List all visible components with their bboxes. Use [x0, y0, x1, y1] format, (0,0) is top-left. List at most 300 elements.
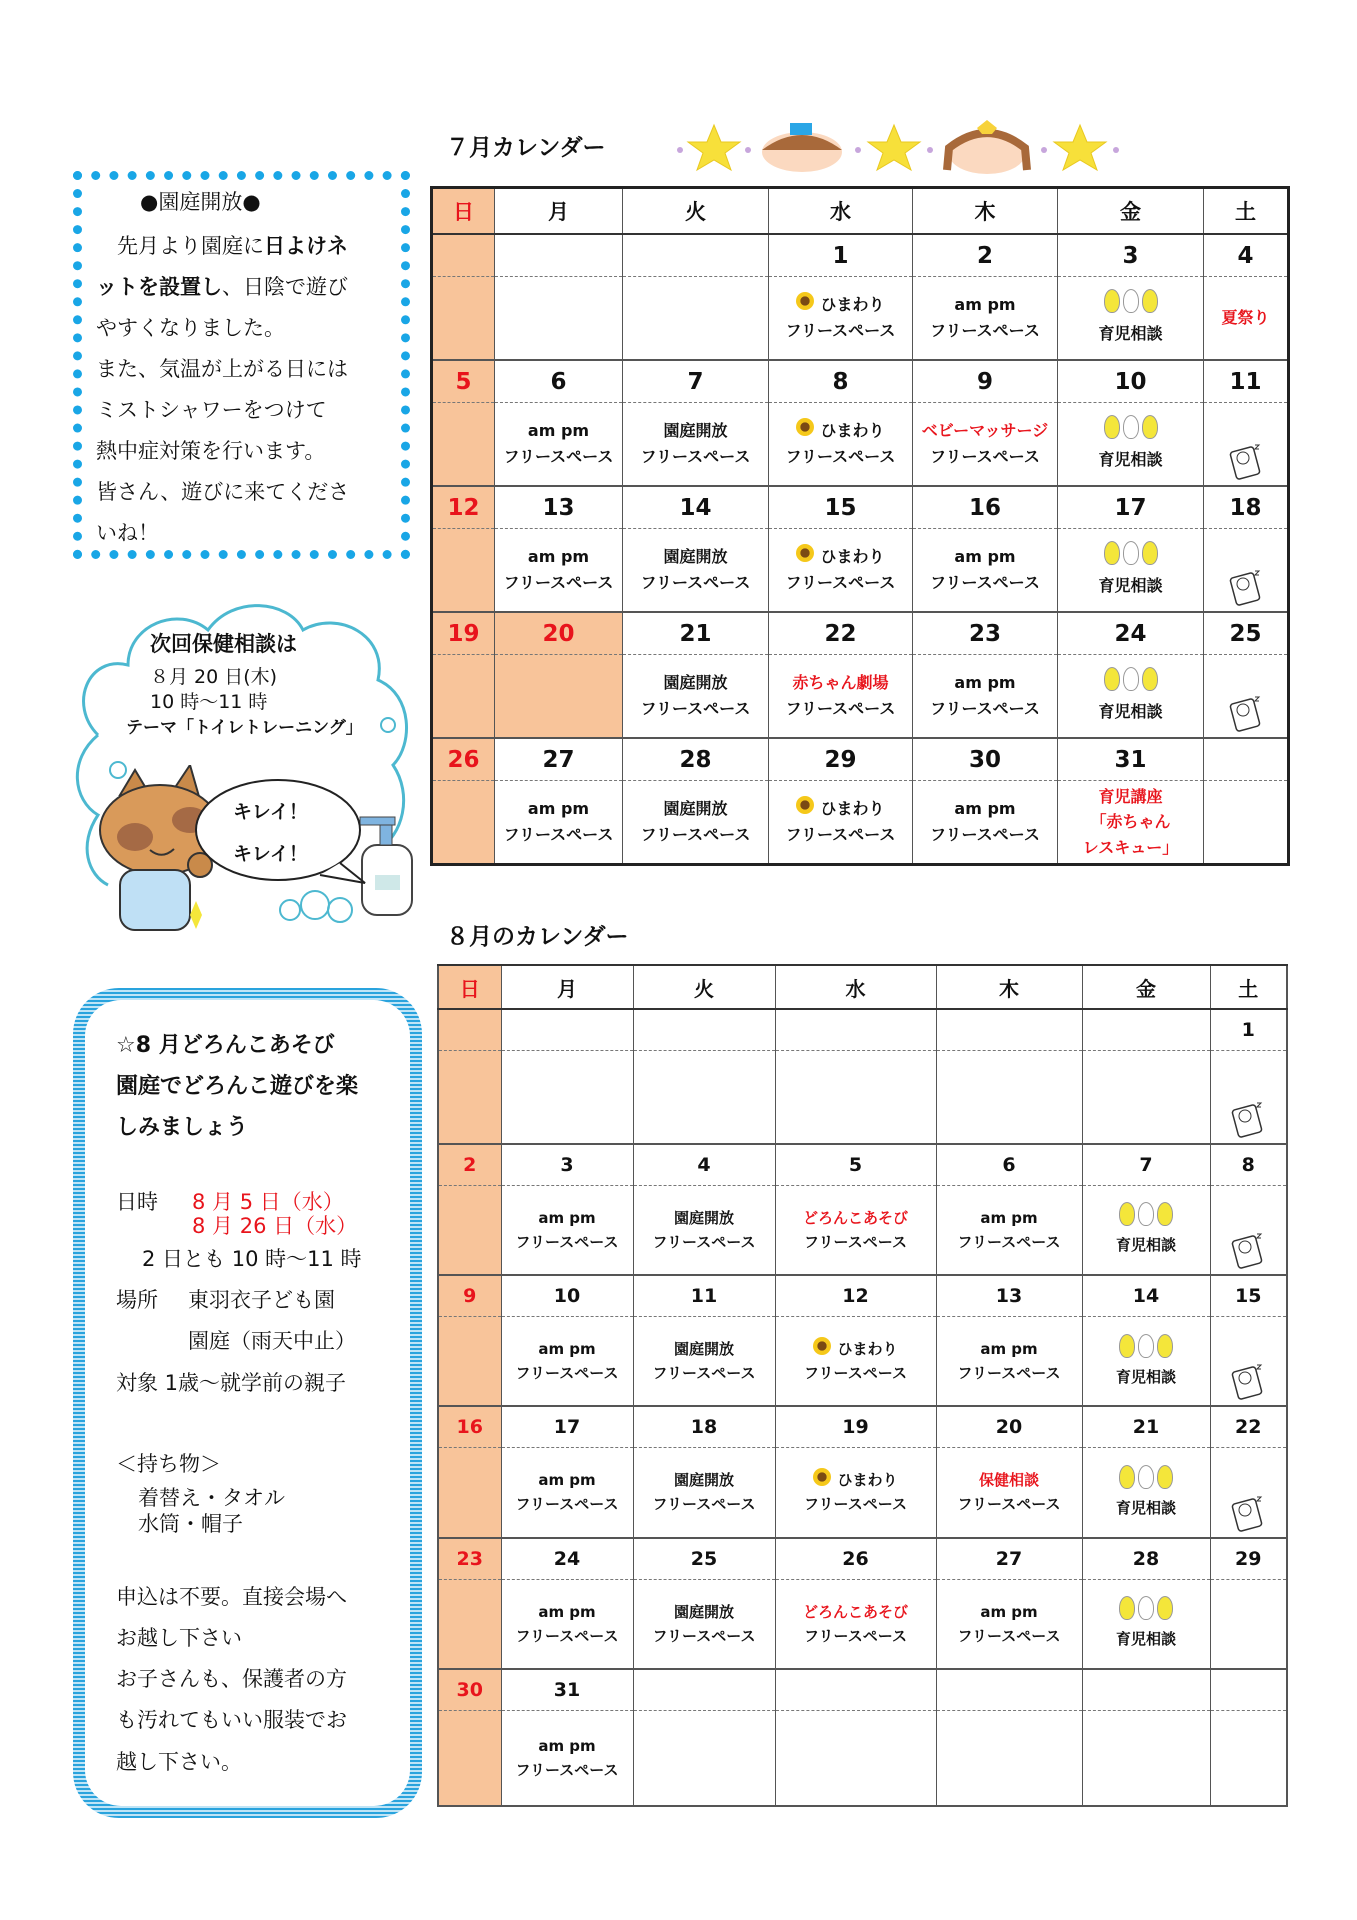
event-sublabel: フリースペース	[515, 1626, 619, 1645]
event-sublabel: フリースペース	[503, 447, 614, 466]
weekday-header: 火	[623, 188, 769, 235]
notice-line	[96, 394, 327, 424]
sleeping-baby-icon	[1231, 1519, 1265, 1537]
day-number-cell	[633, 1406, 775, 1448]
icon-line	[1083, 1334, 1210, 1365]
day-number: 16	[968, 494, 1001, 521]
day-content-cell	[1058, 403, 1204, 487]
event-line	[776, 1337, 936, 1361]
doronko-note-3: お子さんも、保護者の方	[116, 1667, 347, 1691]
doronko-note-1: 申込は不要。直接会場へ	[116, 1585, 347, 1609]
day-number-cell	[1058, 486, 1204, 529]
speech-bubble	[190, 775, 370, 890]
doronko-note-2: お越し下さい	[116, 1626, 242, 1650]
day-number: 4	[697, 1153, 711, 1176]
event-sublabel: フリースペース	[957, 1232, 1061, 1251]
event-sublabel: フリースペース	[652, 1364, 756, 1382]
day-content-cell	[495, 529, 623, 613]
day-number-cell	[432, 612, 495, 655]
event-sublabel: フリースペース	[804, 1626, 907, 1645]
chick-icon	[1138, 1334, 1154, 1358]
event-sublabel: フリースペース	[785, 321, 896, 340]
day-content-cell	[432, 277, 495, 361]
health-theme: テーマ「トイレトレーニング」	[126, 718, 363, 738]
event-sublabel: フリースペース	[785, 447, 896, 466]
chick-icon	[1138, 1596, 1154, 1620]
day-content-cell	[501, 1185, 633, 1275]
event-label: 園庭開放	[663, 421, 728, 441]
day-number-cell	[1082, 1144, 1210, 1186]
day-number-cell	[936, 1406, 1082, 1448]
day-number-cell	[913, 738, 1058, 781]
doronko-target: 対象 1歳～就学前の親子	[116, 1371, 347, 1395]
day-content-cell	[913, 655, 1058, 739]
weekday-header: 日	[438, 965, 501, 1009]
weekday-header: 土	[1210, 965, 1287, 1009]
day-content-cell	[1204, 781, 1289, 865]
event-label: ベビーマッサージ	[921, 421, 1049, 441]
day-number: 30	[968, 746, 1001, 773]
day-number-cell	[936, 1009, 1082, 1051]
day-number-cell	[501, 1144, 633, 1186]
weekday-header: 火	[633, 965, 775, 1009]
day-content-cell	[438, 1710, 501, 1806]
event-label: 園庭開放	[673, 1471, 734, 1490]
event-sublabel: フリースペース	[785, 699, 896, 718]
day-number: 20	[542, 620, 575, 647]
day-number-cell	[623, 612, 769, 655]
day-number-cell	[1204, 738, 1289, 781]
sunflower-icon	[796, 418, 814, 436]
day-number-cell	[913, 486, 1058, 529]
sunflower-icon	[813, 1468, 831, 1486]
day-content-cell	[623, 529, 769, 613]
event-label: am pm	[954, 799, 1016, 819]
day-content-cell	[913, 277, 1058, 361]
day-number: 11	[1229, 368, 1262, 395]
sleeping-baby-icon	[1229, 466, 1263, 485]
chick-icon	[1157, 1334, 1173, 1358]
day-number: 19	[447, 620, 480, 647]
chick-icon	[1119, 1596, 1135, 1620]
day-content-cell	[495, 403, 623, 487]
day-number: 27	[995, 1547, 1023, 1570]
day-number: 14	[1132, 1285, 1160, 1307]
event-sublabel: フリースペース	[640, 447, 751, 466]
day-content-cell	[1058, 529, 1204, 613]
day-number-cell	[936, 1144, 1082, 1186]
day-content-cell	[495, 655, 623, 739]
day-number: 10	[553, 1285, 581, 1307]
bubble-line-1: キレイ！	[233, 801, 308, 823]
day-number: 12	[447, 494, 480, 521]
event-sublabel: フリースペース	[804, 1364, 907, 1382]
event-label: am pm	[980, 1340, 1038, 1358]
day-number: 25	[1229, 620, 1262, 647]
sleeping-baby-icon	[1229, 718, 1263, 737]
chicks-icon	[1104, 289, 1158, 313]
day-content-cell	[1082, 1317, 1210, 1407]
chick-icon	[1123, 289, 1139, 313]
chick-icon	[1123, 541, 1139, 565]
notice-title: ●園庭開放●	[140, 190, 261, 214]
day-number-cell	[936, 1275, 1082, 1317]
day-number-cell	[495, 234, 623, 277]
day-number-cell	[1210, 1406, 1287, 1448]
day-content-cell	[1204, 529, 1289, 613]
day-number: 1	[832, 242, 849, 269]
day-number-cell	[633, 1669, 775, 1711]
weekday-header: 木	[936, 965, 1082, 1009]
event-sublabel: 育児相談	[1115, 1630, 1176, 1648]
day-content-cell	[633, 1185, 775, 1275]
day-number: 21	[1132, 1416, 1160, 1438]
chick-icon	[1138, 1465, 1154, 1489]
event-label: am pm	[538, 1736, 596, 1755]
event-sublabel: フリースペース	[652, 1232, 756, 1251]
event-label: ひまわり	[820, 295, 885, 315]
event-sublabel: フリースペース	[652, 1626, 756, 1645]
notice-line	[96, 517, 159, 547]
day-number: 10	[1114, 368, 1147, 395]
day-content-cell	[501, 1448, 633, 1538]
day-number-cell	[438, 1669, 501, 1711]
day-number: 1	[1241, 1019, 1255, 1041]
event-sublabel: フリースペース	[785, 573, 896, 592]
icon-line	[1058, 667, 1203, 699]
day-number-cell	[1204, 486, 1289, 529]
day-content-cell	[633, 1051, 775, 1144]
day-number-cell	[1210, 1144, 1287, 1186]
sleeping-baby-icon	[1229, 592, 1263, 611]
day-number-cell	[769, 234, 913, 277]
event-label: 園庭開放	[663, 799, 728, 819]
notice-line	[96, 476, 349, 506]
day-number: 17	[1114, 494, 1147, 521]
doronko-date-label: 日時	[116, 1190, 158, 1214]
event-label: am pm	[954, 673, 1016, 693]
chick-icon	[1142, 289, 1158, 313]
event-sublabel: フリースペース	[652, 1495, 756, 1514]
day-number: 11	[690, 1285, 718, 1307]
day-number-cell	[501, 1009, 633, 1051]
day-content-cell	[438, 1448, 501, 1538]
day-content-cell	[1058, 781, 1204, 865]
day-content-cell	[913, 529, 1058, 613]
doronko-date-2: 8 月 26 日（水）	[192, 1214, 358, 1238]
day-number: 13	[995, 1285, 1023, 1307]
event-line	[769, 292, 912, 318]
day-number: 31	[553, 1678, 581, 1701]
weekday-header: 日	[432, 188, 495, 235]
sunflower-icon	[796, 544, 814, 562]
day-content-cell	[623, 655, 769, 739]
event-label: ひまわり	[820, 547, 885, 567]
day-number-cell	[775, 1538, 936, 1580]
day-content-cell	[501, 1317, 633, 1407]
doronko-title-2: 園庭でどろんこ遊びを楽	[116, 1074, 359, 1099]
day-content-cell	[769, 277, 913, 361]
day-number: 22	[1235, 1416, 1262, 1438]
day-content-cell	[501, 1710, 633, 1806]
weekday-header: 木	[913, 188, 1058, 235]
notice-bold-text: 日よけネ	[264, 234, 348, 258]
day-number-cell	[913, 612, 1058, 655]
event-label: 園庭開放	[673, 1208, 734, 1227]
day-number-cell	[936, 1538, 1082, 1580]
event-sublabel: フリースペース	[503, 573, 614, 592]
chicks-icon	[1119, 1596, 1173, 1620]
day-number: 26	[842, 1547, 869, 1570]
event-label: ひまわり	[837, 1340, 898, 1358]
event-sublabel: フリースペース	[930, 825, 1040, 844]
event-label: レスキュー」	[1082, 837, 1179, 857]
day-content-cell	[936, 1317, 1082, 1407]
health-time: 10 時～11 時	[150, 691, 268, 713]
health-date: ８月 20 日(木)	[150, 666, 278, 688]
notice-line	[96, 312, 285, 342]
notice-line	[96, 271, 348, 301]
event-label: 園庭開放	[663, 673, 728, 693]
notice-text: 、日陰で遊び	[222, 275, 348, 299]
day-number-cell	[633, 1009, 775, 1051]
doronko-item-2: 水筒・帽子	[138, 1512, 243, 1536]
august-calendar-title: ８月のカレンダー	[446, 924, 629, 950]
day-number-cell	[1058, 612, 1204, 655]
day-number-cell	[633, 1275, 775, 1317]
day-content-cell	[495, 781, 623, 865]
day-content-cell	[1082, 1185, 1210, 1275]
sunflower-icon	[813, 1337, 831, 1355]
event-sublabel: 育児相談	[1115, 1367, 1176, 1386]
day-number: 8	[832, 368, 849, 395]
day-number: 27	[542, 746, 575, 773]
day-number-cell	[432, 360, 495, 403]
day-content-cell	[633, 1710, 775, 1806]
day-content-cell	[432, 403, 495, 487]
day-content-cell	[1210, 1185, 1287, 1275]
doronko-title-3: しみましょう	[116, 1115, 249, 1140]
chicks-icon	[1104, 541, 1158, 565]
event-label: am pm	[527, 799, 590, 819]
event-sublabel: フリースペース	[785, 825, 896, 844]
day-number: 18	[1229, 494, 1262, 521]
day-number-cell	[1058, 360, 1204, 403]
sunflower-icon	[796, 292, 814, 310]
day-content-cell	[633, 1317, 775, 1407]
sleeping-baby-icon	[1231, 1256, 1265, 1274]
event-label: am pm	[538, 1340, 596, 1358]
day-content-cell	[1058, 655, 1204, 739]
event-sublabel: 育児相談	[1098, 450, 1163, 469]
day-content-cell	[1082, 1051, 1210, 1144]
event-label: 園庭開放	[673, 1340, 734, 1358]
day-content-cell	[1204, 403, 1289, 487]
day-content-cell	[775, 1185, 936, 1275]
event-sublabel: フリースペース	[515, 1760, 619, 1779]
day-number: 13	[542, 494, 575, 521]
day-number: 15	[1235, 1285, 1262, 1307]
day-content-cell	[769, 655, 913, 739]
day-content-cell	[1204, 655, 1289, 739]
chick-icon	[1157, 1202, 1173, 1226]
day-number: 7	[687, 368, 704, 395]
day-number-cell	[432, 738, 495, 781]
event-label: am pm	[954, 547, 1016, 567]
day-number-cell	[775, 1275, 936, 1317]
day-content-cell	[1082, 1448, 1210, 1538]
day-content-cell	[438, 1185, 501, 1275]
notice-text: 熱中症対策を行います。	[96, 439, 326, 463]
day-number: 4	[1237, 242, 1254, 269]
doronko-time: 2 日とも 10 時～11 時	[142, 1247, 362, 1271]
day-number-cell	[432, 234, 495, 277]
day-content-cell	[913, 403, 1058, 487]
chicks-icon	[1119, 1465, 1173, 1489]
day-content-cell	[1210, 1448, 1287, 1538]
day-number: 20	[995, 1416, 1023, 1438]
doronko-date-1: 8 月 5 日（水）	[192, 1190, 344, 1214]
day-content-cell	[775, 1051, 936, 1144]
day-content-cell	[438, 1317, 501, 1407]
event-label: 夏祭り	[1221, 308, 1270, 328]
day-number: 6	[1002, 1153, 1016, 1176]
notice-line	[96, 435, 325, 465]
day-number-cell	[1082, 1406, 1210, 1448]
august-calendar	[437, 964, 1288, 1807]
day-content-cell	[633, 1579, 775, 1669]
day-number-cell	[633, 1144, 775, 1186]
day-content-cell	[1210, 1579, 1287, 1669]
event-label: 園庭開放	[673, 1602, 734, 1621]
event-sublabel: フリースペース	[515, 1232, 619, 1251]
notice-text: やすくなりました。	[96, 316, 285, 340]
day-content-cell	[769, 781, 913, 865]
day-number: 21	[679, 620, 712, 647]
day-number-cell	[438, 1144, 501, 1186]
day-content-cell	[623, 781, 769, 865]
event-label: am pm	[527, 547, 590, 567]
doronko-note-4: も汚れてもいい服装でお	[116, 1708, 347, 1732]
icon-line	[1058, 415, 1203, 447]
icon-line	[1058, 541, 1203, 573]
day-number-cell	[432, 486, 495, 529]
day-number: 2	[463, 1153, 477, 1176]
day-number: 23	[456, 1547, 483, 1570]
day-number-cell	[913, 234, 1058, 277]
day-number-cell	[501, 1275, 633, 1317]
day-number: 30	[456, 1678, 483, 1701]
day-number-cell	[769, 360, 913, 403]
event-label: am pm	[538, 1208, 596, 1227]
day-number-cell	[1204, 234, 1289, 277]
event-sublabel: フリースペース	[503, 825, 614, 844]
chick-icon	[1104, 667, 1120, 691]
event-sublabel: 育児相談	[1115, 1498, 1176, 1517]
day-number-cell	[1204, 612, 1289, 655]
day-content-cell	[936, 1448, 1082, 1538]
chick-icon	[1119, 1202, 1135, 1226]
event-label: どろんこあそび	[802, 1602, 908, 1621]
day-number: 24	[553, 1547, 581, 1570]
event-line	[776, 1468, 936, 1492]
day-number-cell	[501, 1669, 633, 1711]
day-content-cell	[936, 1710, 1082, 1806]
event-label: am pm	[980, 1208, 1038, 1227]
event-sublabel: フリースペース	[930, 573, 1040, 592]
weekday-header: 水	[769, 188, 913, 235]
day-content-cell	[623, 277, 769, 361]
doronko-item-1: 着替え・タオル	[138, 1486, 285, 1510]
day-number: 29	[1235, 1547, 1262, 1570]
day-number: 7	[1139, 1153, 1153, 1176]
day-number: 3	[560, 1153, 574, 1176]
day-number: 3	[1122, 242, 1139, 269]
day-content-cell	[1210, 1051, 1287, 1144]
chicks-icon	[1119, 1202, 1173, 1226]
notice-text: ミストシャワーをつけて	[96, 398, 327, 422]
event-sublabel: 育児相談	[1098, 324, 1163, 343]
day-content-cell	[501, 1051, 633, 1144]
day-number-cell	[769, 486, 913, 529]
event-sublabel: フリースペース	[640, 573, 751, 592]
event-sublabel: 育児相談	[1115, 1236, 1176, 1255]
event-line	[769, 796, 912, 822]
day-number-cell	[495, 360, 623, 403]
july-calendar-title: ７月カレンダー	[446, 135, 606, 161]
notice-line	[96, 230, 348, 260]
day-number: 18	[690, 1416, 718, 1438]
chick-icon	[1104, 415, 1120, 439]
event-sublabel: フリースペース	[957, 1626, 1061, 1645]
doronko-items-title: ＜持ち物＞	[116, 1452, 221, 1476]
day-number-cell	[623, 234, 769, 277]
chick-icon	[1123, 667, 1139, 691]
day-number-cell	[1058, 738, 1204, 781]
event-label: 園庭開放	[663, 547, 728, 567]
event-label: どろんこあそび	[802, 1208, 908, 1227]
day-number-cell	[438, 1538, 501, 1580]
health-title: 次回保健相談は	[150, 632, 297, 656]
day-number: 15	[824, 494, 857, 521]
notice-line	[96, 353, 348, 383]
doronko-place-1: 東羽衣子ども園	[188, 1288, 335, 1312]
day-number: 5	[848, 1153, 863, 1176]
notice-text: いね！	[96, 521, 159, 545]
day-number-cell	[1082, 1669, 1210, 1711]
weekday-header: 月	[501, 965, 633, 1009]
sunflower-icon	[796, 796, 814, 814]
day-number: 9	[976, 368, 993, 395]
day-number: 29	[824, 746, 857, 773]
day-number-cell	[936, 1669, 1082, 1711]
day-content-cell	[1082, 1710, 1210, 1806]
day-number: 12	[842, 1285, 869, 1307]
chick-icon	[1138, 1202, 1154, 1226]
day-number-cell	[495, 738, 623, 781]
day-number: 8	[1241, 1153, 1255, 1176]
star-kids-decoration	[672, 120, 1132, 175]
event-line	[769, 544, 912, 570]
day-content-cell	[495, 277, 623, 361]
event-sublabel: フリースペース	[515, 1495, 619, 1514]
event-label: ひまわり	[820, 421, 885, 441]
event-label: am pm	[538, 1471, 596, 1490]
day-number-cell	[775, 1144, 936, 1186]
day-number-cell	[1210, 1538, 1287, 1580]
day-content-cell	[633, 1448, 775, 1538]
day-number: 23	[968, 620, 1001, 647]
